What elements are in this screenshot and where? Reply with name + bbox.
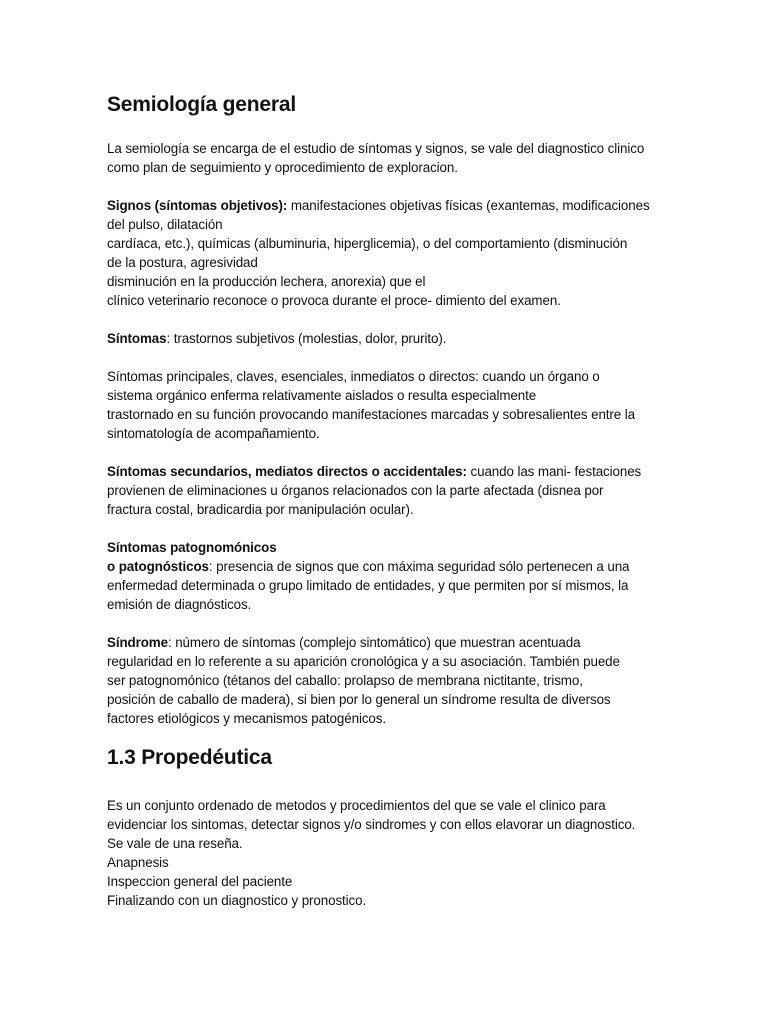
intro-line-1: La semiología se encarga de el estudio de síntomas y signos, se vale del diagnostico clinico — [107, 141, 645, 156]
sindrome-term: Síndrome — [107, 635, 168, 650]
sintomas-text: : trastornos subjetivos (molestias, dolor, prurito). — [166, 331, 447, 346]
secundarios-line-1 — [107, 462, 641, 481]
signos-line-3: cardíaca, etc.), químicas (albuminuria, hiperglicemia), o del comportamiento (disminución — [107, 236, 628, 251]
secundarios-term: Síntomas secundarios, mediatos directos o accidentales: — [107, 464, 467, 479]
patognomonicos-line-3: enfermedad determinada o grupo limitado de entidades, y que permiten por sí mismos, la — [107, 578, 629, 593]
signos-line-2: del pulso, dilatación — [107, 217, 223, 232]
patognomonicos-line-1 — [107, 538, 277, 557]
sindrome-line-1 — [107, 633, 580, 652]
propedeutica-line-2: evidenciar los sintomas, detectar signos y/o sindromes y con ellos elavorar un diagnostico. — [107, 817, 636, 832]
patognomonicos-term-1: Síntomas patognomónicos — [107, 540, 277, 555]
signos-line-4: de la postura, agresividad — [107, 255, 258, 270]
principales-line-2: sistema orgánico enferma relativamente aislados o resulta especialmente — [107, 388, 537, 403]
sindrome-line-4: posición de caballo de madera), si bien por lo general un síndrome resulta de diversos — [107, 692, 611, 707]
sindrome-line-3: ser patognomónico (tétanos del caballo: prolapso de membrana nictitante, trismo, — [107, 673, 583, 688]
patognomonicos-line-2 — [107, 557, 629, 576]
patognomonicos-line-2-text: : presencia de signos que con máxima seguridad sólo pertenecen a una — [208, 559, 630, 574]
propedeutica-line-3: Se vale de una reseña. — [107, 836, 243, 851]
intro-line-2: como plan de seguimiento y oprocedimiento de exploracion. — [107, 160, 458, 175]
secundarios-line-3: fractura costal, bradicardia por manipulación ocular). — [107, 502, 414, 517]
signos-line-1 — [107, 196, 650, 215]
propedeutica-line-6: Finalizando con un diagnostico y pronostico. — [107, 893, 367, 908]
sindrome-line-5: factores etiológicos y mecanismos patogénicos. — [107, 711, 386, 726]
signos-term: Signos (síntomas objetivos): — [107, 198, 288, 213]
propedeutica-line-1: Es un conjunto ordenado de metodos y procedimientos del que se vale el clinico para — [107, 798, 606, 813]
principales-line-1: Síntomas principales, claves, esenciales, inmediatos o directos: cuando un órgano o — [107, 369, 600, 384]
sintomas-line — [107, 329, 446, 348]
sintomas-term: Síntomas — [107, 331, 167, 346]
sindrome-line-1-text: : número de síntomas (complejo sintomático) que muestran acentuada — [167, 635, 581, 650]
principales-line-3: trastornado en su función provocando manifestaciones marcadas y sobresalientes entre la — [107, 407, 635, 422]
principales-line-4: sintomatología de acompañamiento. — [107, 426, 320, 441]
propedeutica-line-4: Anapnesis — [107, 855, 169, 870]
heading-propedeutica: 1.3 Propedéutica — [107, 746, 272, 769]
heading-semiologia: Semiología general — [107, 93, 296, 116]
patognomonicos-line-4: emisión de diagnósticos. — [107, 597, 252, 612]
signos-line-1-text: manifestaciones objetivas físicas (exantemas, modificaciones — [287, 198, 650, 213]
sindrome-line-2: regularidad en lo referente a su aparición cronológica y a su asociación. También puede — [107, 654, 620, 669]
propedeutica-line-5: Inspeccion general del paciente — [107, 874, 293, 889]
secundarios-line-1-text: cuando las mani- festaciones — [466, 464, 642, 479]
signos-line-5: disminución en la producción lechera, anorexia) que el — [107, 274, 426, 289]
signos-line-6: clínico veterinario reconoce o provoca durante el proce- dimiento del examen. — [107, 293, 561, 308]
secundarios-line-2: provienen de eliminaciones u órganos relacionados con la parte afectada (disnea por — [107, 483, 604, 498]
patognomonicos-term-2: o patognósticos — [107, 559, 209, 574]
